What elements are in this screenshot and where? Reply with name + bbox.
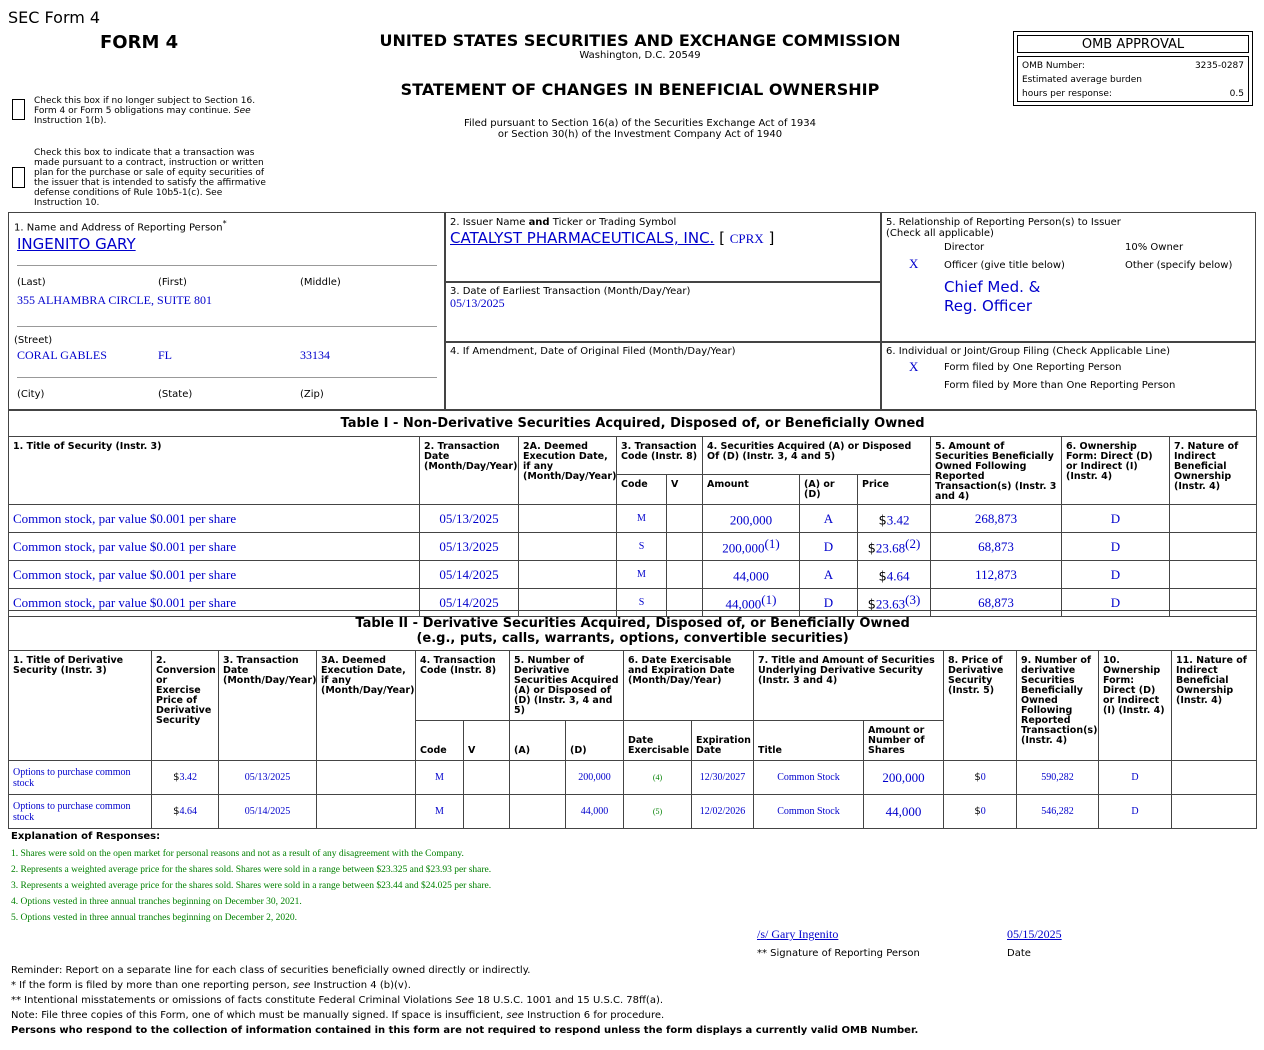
omb-number-value: 3235-0287 <box>1194 61 1244 71</box>
section16-line-1: Check this box if no longer subject to Section 16. <box>34 96 256 106</box>
amount: 200,000 <box>729 512 773 528</box>
filing-more-option: Form filed by More than One Reporting Person <box>944 380 1176 391</box>
conversion-price: 3.42 <box>179 772 197 783</box>
t2-sub-d: (D) <box>566 721 624 761</box>
footer-line-3-pre: ** Intentional misstatements or omissions of facts constitute Federal Criminal Violations <box>11 995 453 1006</box>
table-2-title-line-1: Table II - Derivative Securities Acquired, Disposed of, or Beneficially Owned <box>355 615 910 631</box>
divider <box>17 377 437 378</box>
security-title: Common stock, par value $0.001 per share <box>9 589 420 617</box>
explanation-title: Explanation of Responses: <box>11 831 161 842</box>
v-flag <box>667 561 703 589</box>
city-value: CORAL GABLES <box>17 348 107 362</box>
t2-header-number: 5. Number of Derivative Securities Acquired (A) or Disposed of (D) (Instr. 3, 4 and 5) <box>510 651 624 721</box>
see-italic: see <box>292 980 311 991</box>
grid-divider <box>880 212 882 410</box>
table-2-derivative <box>8 610 1257 829</box>
t1-header-code: 3. Transaction Code (Instr. 8) <box>617 437 703 475</box>
see-italic: See <box>455 995 474 1006</box>
underlying-title: Common Stock <box>754 795 864 829</box>
security-title: Common stock, par value $0.001 per share <box>9 533 420 561</box>
bracket-open: [ <box>719 229 725 247</box>
ticker-symbol: CPRX <box>729 231 764 246</box>
nature <box>1170 505 1257 533</box>
t2-sub-v: V <box>464 721 510 761</box>
table-2-title <box>9 611 1257 651</box>
dollar-sign: $ <box>974 772 981 783</box>
t1-sub-amount: Amount <box>703 475 800 505</box>
filing-one-option: Form filed by One Reporting Person <box>944 362 1122 373</box>
underlying-amount: 200,000 <box>864 761 944 795</box>
rule10b5-line: defense conditions of Rule 10b5-1(c). See <box>34 188 223 198</box>
t2-sub-expiration: Expiration Date <box>692 721 754 761</box>
a-or-d: A <box>800 505 858 533</box>
section16-line-3: Instruction 1(b). <box>34 116 107 126</box>
table-row <box>9 795 1257 829</box>
security-title: Common stock, par value $0.001 per share <box>9 561 420 589</box>
expiration-date: 12/02/2026 <box>692 795 754 829</box>
earliest-date-label: 3. Date of Earliest Transaction (Month/Day/Year) <box>450 286 691 297</box>
rule10b5-checkbox[interactable] <box>12 167 25 188</box>
street-label: (Street) <box>14 335 53 346</box>
transaction-date: 05/13/2025 <box>420 533 519 561</box>
t2-sub-amount: Amount or Number of Shares <box>864 721 944 761</box>
t2-header-title: 1. Title of Derivative Security (Instr. 3) <box>9 651 152 761</box>
footer-line-4 <box>11 1008 918 1023</box>
reporting-person-name-link[interactable]: INGENITO GARY <box>17 235 136 253</box>
price: 3.42 <box>886 512 910 528</box>
t1-header-nature: 7. Nature of Indirect Beneficial Ownership (Instr. 4) <box>1170 437 1257 505</box>
derivative-price-cell <box>944 761 1017 795</box>
statement-title: STATEMENT OF CHANGES IN BENEFICIAL OWNERSHIP <box>400 80 880 99</box>
issuer-line <box>450 229 774 247</box>
filed-line-1: Filed pursuant to Section 16(a) of the Securities Exchange Act of 1934 <box>464 118 816 129</box>
footnote-ref: (3) <box>905 592 921 608</box>
nature <box>1170 533 1257 561</box>
t2-sub-a: (A) <box>510 721 566 761</box>
date-exercisable: (4) <box>624 761 692 795</box>
deemed-date <box>317 795 416 829</box>
issuer-label-and: and <box>528 217 550 228</box>
omb-approval-box <box>1013 31 1253 106</box>
doc-title: SEC Form 4 <box>8 8 101 27</box>
amount: 44,000 <box>733 568 769 584</box>
t2-header-underlying: 7. Title and Amount of Securities Underlying Derivative Security (Instr. 3 and 4) <box>754 651 944 721</box>
section16-checkbox[interactable] <box>12 99 25 120</box>
dollar-sign: $ <box>867 597 876 613</box>
nature <box>1170 561 1257 589</box>
footnote: 5. Options vested in three annual tranches beginning on December 2, 2020. <box>11 913 297 923</box>
divider <box>17 265 437 266</box>
amount-owned: 268,873 <box>931 505 1062 533</box>
filing-label: 6. Individual or Joint/Group Filing (Check Applicable Line) <box>886 346 1171 357</box>
t2-header-code: 4. Transaction Code (Instr. 8) <box>416 651 510 721</box>
bracket-close: ] <box>768 229 775 247</box>
rule10b5-line: the issuer that is intended to satisfy the affirmative <box>34 178 266 188</box>
grid-divider <box>444 281 881 283</box>
director-option: Director <box>944 242 985 253</box>
zip-label: (Zip) <box>300 389 324 400</box>
acquired <box>510 795 566 829</box>
table-1-title: Table I - Non-Derivative Securities Acquired, Disposed of, or Beneficially Owned <box>9 411 1257 437</box>
ownership-form: D <box>1099 795 1172 829</box>
dollar-sign: $ <box>173 806 180 817</box>
issuer-label-post: Ticker or Trading Symbol <box>552 217 677 228</box>
explanation-notes <box>11 846 491 926</box>
underlying-title: Common Stock <box>754 761 864 795</box>
officer-title-line-1: Chief Med. & <box>944 278 1041 296</box>
rule10b5-text <box>34 148 274 208</box>
rule10b5-line: Instruction 10. <box>34 198 100 208</box>
table-row <box>9 533 1257 561</box>
price-cell <box>858 533 931 561</box>
amount: 44,000 <box>725 596 762 612</box>
city-label: (City) <box>17 389 45 400</box>
officer-title <box>944 278 1040 316</box>
transaction-date: 05/14/2025 <box>420 589 519 617</box>
footnote-ref: (2) <box>905 536 921 552</box>
section16-text <box>34 96 274 126</box>
derivatives-owned: 590,282 <box>1017 761 1099 795</box>
state-label: (State) <box>158 389 193 400</box>
transaction-code: M <box>416 761 464 795</box>
footer-line-2-pre: * If the form is filed by more than one reporting person, <box>11 980 290 991</box>
a-or-d: D <box>800 533 858 561</box>
dollar-sign: $ <box>878 569 887 585</box>
omb-details <box>1017 56 1249 102</box>
grid-divider <box>444 212 446 410</box>
table-row <box>9 561 1257 589</box>
v-flag <box>464 795 510 829</box>
transaction-code: M <box>416 795 464 829</box>
t1-header-deemed: 2A. Deemed Execution Date, if any (Month/Day/Year) <box>519 437 617 505</box>
ten-percent-owner-option: 10% Owner <box>1125 242 1184 253</box>
street-value: 355 ALHAMBRA CIRCLE, SUITE 801 <box>17 293 213 307</box>
relationship-label <box>886 217 1121 239</box>
deemed-date <box>519 561 617 589</box>
table-1-non-derivative <box>8 410 1257 617</box>
v-flag <box>464 761 510 795</box>
footnote: 2. Represents a weighted average price for the shares sold. Shares were sold in a range between $23.325 and $23.93 per share. <box>11 865 492 875</box>
dollar-sign: $ <box>173 772 180 783</box>
deemed-date <box>317 761 416 795</box>
omb-title: OMB APPROVAL <box>1017 35 1249 53</box>
footer-line-2-post: Instruction 4 (b)(v). <box>313 980 411 991</box>
filed-pursuant <box>340 118 940 140</box>
relationship-label-2: (Check all applicable) <box>886 228 994 239</box>
transaction-date: 05/13/2025 <box>219 761 317 795</box>
omb-number-label: OMB Number: <box>1022 61 1085 71</box>
amendment-label: 4. If Amendment, Date of Original Filed (Month/Day/Year) <box>450 346 736 357</box>
officer-check-mark: X <box>909 256 919 271</box>
footnote-ref: (1) <box>764 536 780 552</box>
table-row <box>9 505 1257 533</box>
nature <box>1172 761 1257 795</box>
reminder-text: Reminder: Report on a separate line for each class of securities beneficially owned directly or indirectly. <box>11 965 531 976</box>
issuer-label <box>450 217 676 228</box>
divider <box>17 326 437 327</box>
footer-line-3 <box>11 993 918 1008</box>
t1-header-amount-owned: 5. Amount of Securities Beneficially Owned Following Reported Transaction(s) (Instr. 3 and 4) <box>931 437 1062 505</box>
disposed: 44,000 <box>566 795 624 829</box>
omb-hours-label: hours per response: <box>1022 89 1112 99</box>
t2-sub-code: Code <box>416 721 464 761</box>
first-label: (First) <box>158 277 187 288</box>
footer-line-3-post: 18 U.S.C. 1001 and 15 U.S.C. 78ff(a). <box>477 995 664 1006</box>
signature-name: /s/ Gary Ingenito <box>757 927 839 941</box>
ownership-form: D <box>1062 561 1170 589</box>
agency-location: Washington, D.C. 20549 <box>579 50 701 61</box>
footnote-ref: (1) <box>761 592 777 608</box>
acquired <box>510 761 566 795</box>
dollar-sign: $ <box>867 541 876 557</box>
price-cell <box>858 505 931 533</box>
underlying-amount: 44,000 <box>864 795 944 829</box>
a-or-d: D <box>800 589 858 617</box>
a-or-d: A <box>800 561 858 589</box>
derivative-price: 0 <box>980 772 986 783</box>
footnote: 1. Shares were sold on the open market for personal reasons and not as a result of any disagreement with the Company. <box>11 849 464 859</box>
derivative-title: Options to purchase common stock <box>9 761 152 795</box>
state-value: FL <box>158 348 173 362</box>
dollar-sign: $ <box>878 513 887 529</box>
conversion-price-cell <box>152 795 219 829</box>
t2-header-exercisable: 6. Date Exercisable and Expiration Date (Month/Day/Year) <box>624 651 754 721</box>
ownership-form: D <box>1062 533 1170 561</box>
conversion-price: 4.64 <box>179 806 197 817</box>
t1-header-acquired: 4. Securities Acquired (A) or Disposed Of (D) (Instr. 3, 4 and 5) <box>703 437 931 475</box>
transaction-code: M <box>617 505 667 533</box>
t1-sub-aord: (A) or (D) <box>800 475 858 505</box>
t1-header-title: 1. Title of Security (Instr. 3) <box>9 437 420 505</box>
transaction-code: M <box>617 561 667 589</box>
t2-header-owned: 9. Number of derivative Securities Beneficially Owned Following Reported Transaction(s) (Instr. 4) <box>1017 651 1099 761</box>
footnote: 3. Represents a weighted average price for the shares sold. Shares were sold in a range between $23.44 and $24.025 per share. <box>11 881 492 891</box>
other-option: Other (specify below) <box>1125 260 1233 271</box>
amount-owned: 68,873 <box>931 533 1062 561</box>
ownership-form: D <box>1062 589 1170 617</box>
expiration-date: 12/30/2027 <box>692 761 754 795</box>
date-label: Date <box>1007 948 1031 959</box>
issuer-label-pre: 2. Issuer Name <box>450 217 526 228</box>
transaction-date: 05/13/2025 <box>420 505 519 533</box>
footer-line-4-pre: Note: File three copies of this Form, one of which must be manually signed. If space is insufficient, <box>11 1010 504 1021</box>
price-cell <box>858 561 931 589</box>
t1-sub-code: Code <box>617 475 667 505</box>
t2-sub-title: Title <box>754 721 864 761</box>
rule10b5-line: made pursuant to a contract, instruction or written <box>34 158 264 168</box>
dollar-sign: $ <box>974 806 981 817</box>
v-flag <box>667 505 703 533</box>
t2-header-price: 8. Price of Derivative Security (Instr. 5) <box>944 651 1017 761</box>
transaction-date: 05/14/2025 <box>219 795 317 829</box>
table-2-title-line-2: (e.g., puts, calls, warrants, options, convertible securities) <box>416 630 849 646</box>
amount-owned: 112,873 <box>931 561 1062 589</box>
asterisk: * <box>222 219 227 228</box>
relationship-label-1: 5. Relationship of Reporting Person(s) to Issuer <box>886 217 1121 228</box>
price: 23.68 <box>875 540 906 556</box>
grid-divider <box>444 341 1256 343</box>
price: 23.63 <box>875 596 906 612</box>
t2-header-nature: 11. Nature of Indirect Beneficial Ownership (Instr. 4) <box>1172 651 1257 761</box>
t1-sub-v: V <box>667 475 703 505</box>
t2-header-conversion: 2. Conversion or Exercise Price of Derivative Security <box>152 651 219 761</box>
footer-line-4-post: Instruction 6 for procedure. <box>527 1010 665 1021</box>
middle-label: (Middle) <box>300 277 341 288</box>
price: 4.64 <box>886 568 910 584</box>
amount-owned: 68,873 <box>931 589 1062 617</box>
issuer-name-link[interactable]: CATALYST PHARMACEUTICALS, INC. <box>450 229 715 247</box>
derivatives-owned: 546,282 <box>1017 795 1099 829</box>
amount-cell <box>703 533 800 561</box>
omb-burden-label: Estimated average burden <box>1022 75 1142 85</box>
section16-see: See <box>233 106 251 116</box>
t2-header-form: 10. Ownership Form: Direct (D) or Indirect (I) (Instr. 4) <box>1099 651 1172 761</box>
deemed-date <box>519 505 617 533</box>
derivative-price-cell <box>944 795 1017 829</box>
see-italic: see <box>506 1010 524 1021</box>
nature <box>1172 795 1257 829</box>
t2-header-deemed: 3A. Deemed Execution Date, if any (Month/Day/Year) <box>317 651 416 761</box>
ownership-form: D <box>1062 505 1170 533</box>
filing-check-mark: X <box>909 359 919 374</box>
filed-line-2: or Section 30(h) of the Investment Company Act of 1940 <box>497 129 783 140</box>
transaction-code: S <box>617 589 667 617</box>
omb-notice: Persons who respond to the collection of information contained in this form are not required to respond unless the form displays a currently valid OMB Number. <box>11 1025 919 1036</box>
transaction-code: S <box>617 533 667 561</box>
amount-cell <box>703 561 800 589</box>
deemed-date <box>519 533 617 561</box>
zip-value: 33134 <box>300 348 330 362</box>
t2-header-date: 3. Transaction Date (Month/Day/Year) <box>219 651 317 761</box>
t1-sub-price: Price <box>858 475 931 505</box>
footnote: 4. Options vested in three annual tranches beginning on December 30, 2021. <box>11 897 302 907</box>
rule10b5-line: Check this box to indicate that a transaction was <box>34 148 255 158</box>
t2-sub-date-exercisable: Date Exercisable <box>624 721 692 761</box>
reporting-person-label <box>14 219 227 233</box>
v-flag <box>667 533 703 561</box>
officer-option: Officer (give title below) <box>944 260 1065 271</box>
t1-header-ownership-form: 6. Ownership Form: Direct (D) or Indirect (I) (Instr. 4) <box>1062 437 1170 505</box>
signature-label: ** Signature of Reporting Person <box>757 948 920 959</box>
ownership-form: D <box>1099 761 1172 795</box>
agency-name: UNITED STATES SECURITIES AND EXCHANGE COMMISSION <box>379 31 901 50</box>
reporting-person-label-text: 1. Name and Address of Reporting Person <box>14 222 223 234</box>
disposed: 200,000 <box>566 761 624 795</box>
form-label: FORM 4 <box>100 32 179 53</box>
security-title: Common stock, par value $0.001 per share <box>9 505 420 533</box>
earliest-date-value: 05/13/2025 <box>450 296 505 310</box>
omb-hours-value: 0.5 <box>1229 89 1244 99</box>
conversion-price-cell <box>152 761 219 795</box>
officer-title-line-2: Reg. Officer <box>944 297 1032 315</box>
amount-cell <box>703 505 800 533</box>
derivative-price: 0 <box>980 806 986 817</box>
transaction-date: 05/14/2025 <box>420 561 519 589</box>
footer-line-2 <box>11 978 918 993</box>
derivative-title: Options to purchase common stock <box>9 795 152 829</box>
amount: 200,000 <box>722 540 765 556</box>
section16-line-2: Form 4 or Form 5 obligations may continue. <box>34 106 232 116</box>
footer-notes <box>11 963 918 1038</box>
rule10b5-line: plan for the purchase or sale of equity securities of <box>34 168 265 178</box>
last-label: (Last) <box>17 277 46 288</box>
table-row <box>9 761 1257 795</box>
signature-date: 05/15/2025 <box>1007 927 1062 941</box>
t1-header-date: 2. Transaction Date (Month/Day/Year) <box>420 437 519 505</box>
date-exercisable: (5) <box>624 795 692 829</box>
